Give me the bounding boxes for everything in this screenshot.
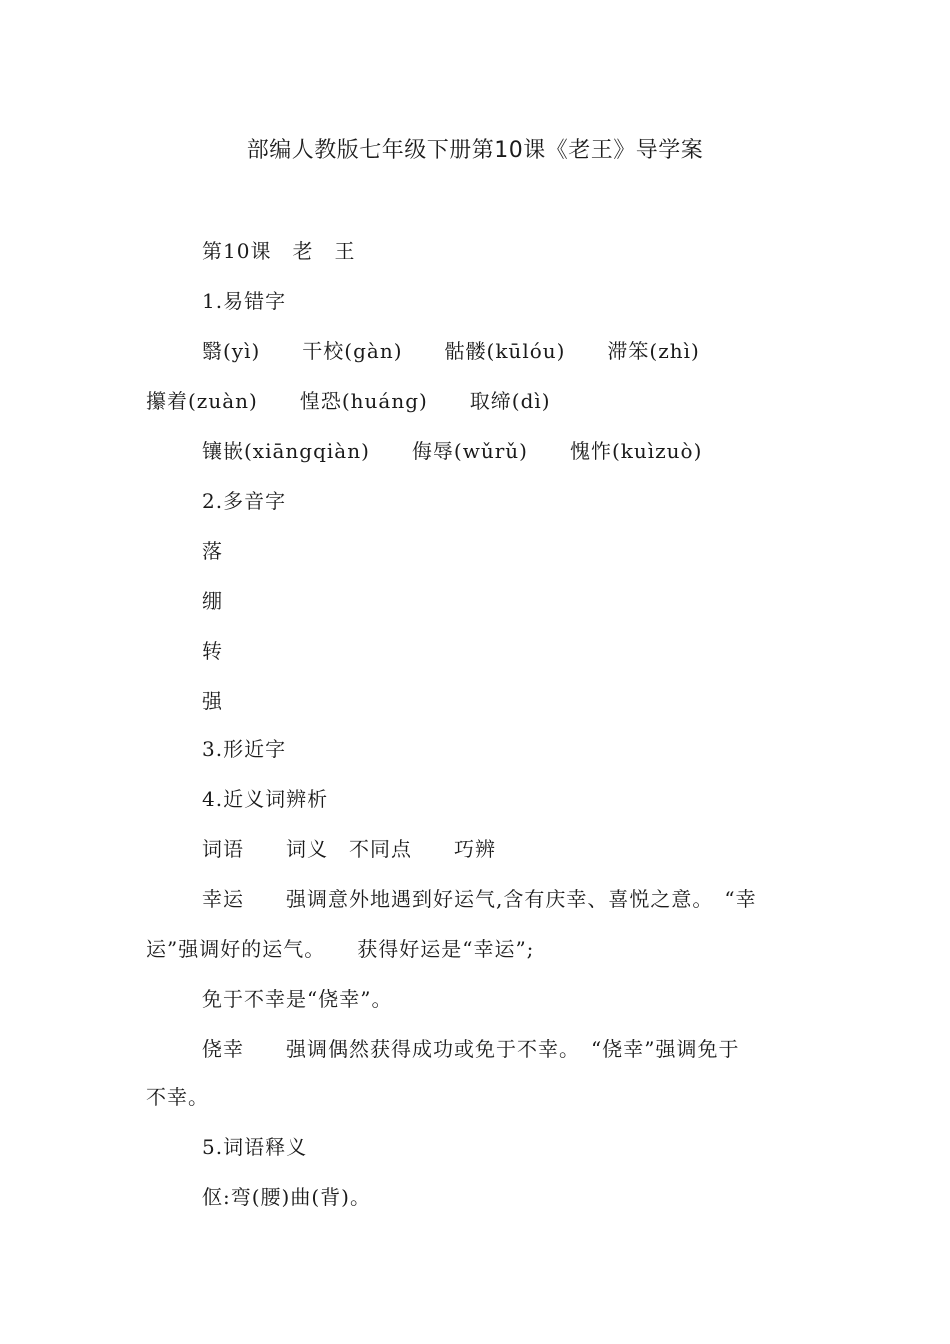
lesson-heading: 第10课 老 王 xyxy=(202,239,356,263)
table-header-line: 词语 词义 不同点 巧辨 xyxy=(202,837,496,861)
text-line: 伛:弯(腰)曲(背)。 xyxy=(202,1185,371,1209)
text-line: 落 xyxy=(202,539,223,563)
text-line: 强 xyxy=(202,689,223,713)
text-line: 不幸。 xyxy=(146,1085,209,1109)
text-line: 镶嵌(xiāngqiàn) 侮辱(wǔrǔ) 愧怍(kuìzuò) xyxy=(202,439,703,463)
text-line: 攥着(zuàn) 惶恐(huáng) 取缔(dì) xyxy=(146,389,551,413)
text-line: 幸运 强调意外地遇到好运气,含有庆幸、喜悦之意。 “幸 xyxy=(202,887,757,911)
section-heading-polyphonic-characters: 2.多音字 xyxy=(202,489,287,513)
text-line: 翳(yì) 干校(gàn) 骷髅(kūlóu) 滞笨(zhì) xyxy=(202,339,700,363)
text-line: 转 xyxy=(202,639,223,663)
text-line: 绷 xyxy=(202,589,223,613)
text-line: 免于不幸是“侥幸”。 xyxy=(202,987,393,1011)
text-line: 运”强调好的运气。 获得好运是“幸运”; xyxy=(146,937,535,961)
section-heading-error-prone-characters: 1.易错字 xyxy=(202,289,287,313)
section-heading-synonym-analysis: 4.近义词辨析 xyxy=(202,787,329,811)
section-heading-similar-characters: 3.形近字 xyxy=(202,737,287,761)
text-line: 侥幸 强调偶然获得成功或免于不幸。 “侥幸”强调免于 xyxy=(202,1037,740,1061)
document-title: 部编人教版七年级下册第10课《老王》导学案 xyxy=(246,138,704,163)
section-heading-word-definitions: 5.词语释义 xyxy=(202,1135,308,1159)
